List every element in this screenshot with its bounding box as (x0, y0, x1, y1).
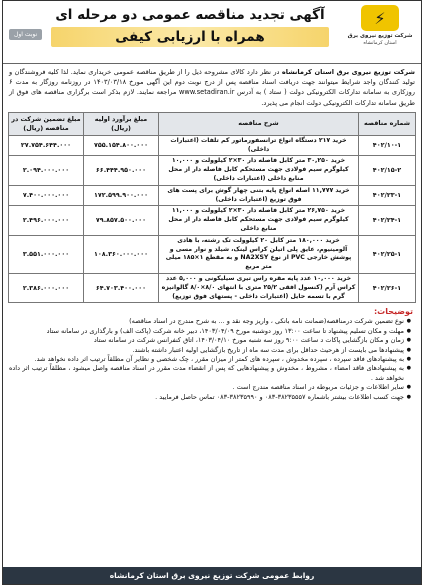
tender-number: ۴۰۲/۲۶-۱ (359, 273, 416, 302)
power-icon: ⚡ (361, 5, 399, 31)
list-item: ● به پیشنهادهای فاقد سپرده ، سپرده مخدوش ، سپرده های کمتر از میزان مقرر ، چک شخصی و نظایر آن مطلقاً ترتیب اثر داده نخواهد شد. (9, 355, 411, 364)
tender-number: ۴۰۲/۲۴-۱ (359, 206, 416, 235)
turn-badge: نوبت اول (9, 29, 42, 40)
tender-description: خرید ۱۱,۷۷۷ اصله انواع پایه بتنی چهار گوش برای پست های فوق توزیع (اعتبارات داخلی) (159, 185, 359, 206)
tender-advertisement (2, 0, 422, 585)
header-number: شماره مناقصه (359, 112, 416, 135)
page-subtitle: همراه با ارزیابی کیفی (51, 27, 329, 47)
tender-number: ۴۰۲/۱۰-۱ (359, 135, 416, 156)
table-row (9, 235, 416, 273)
tender-description: خرید ۲۶,۷۵۰ متر کابل فاصله دار ۳۰×۲ کیلوولت و ۱۱,۰۰۰ کیلوگرم سیم فولادی جهت مستحکم کابل فاصله دار از محل منابع داخلی (159, 206, 359, 235)
intro-text: در نظر دارد کالای مشروحه ذیل را از طریق مناقصه عمومی خریداری نماید. لذا کلیه فروشندگان و تولید کنندگان واجد شرایط میتوانند جهت دریافت اسناد مناقصه پس از درج نوبت دوم این آگهی مورخ ۱۴۰۳/۰۳/۱۸ در روزنامه روزگار به مدت ۶ روزکاری به سامانه تدارکات الکترونیکی دولت ( ستاد ) به آدرس www.setadiran.ir مراجعه نمایند. لازم بذکر است برگزاری مناقصه های فوق از طریق سامانه تدارکات الکترونیکی دولت انجام می پذیرد. (9, 68, 415, 107)
tender-table (8, 112, 416, 304)
table-header-row (9, 112, 416, 135)
tender-description: خرید ۱۰,۰۰۰ عدد پایه مقره راس تیری سیلیکونی و ۵,۰۰۰ عدد کراس آرم (کنسول افقی ۲۵/۲ متری با انتهای ۸/۰×۸/۰ گالوانیزه گرم با تسمه حایل (اعتبارات داخلی - پستهای فوق توزیع) (159, 273, 359, 302)
table-row (9, 156, 416, 185)
tender-guarantee: ۲.۴۹۶.۰۰۰.۰۰۰ (9, 206, 84, 235)
tender-guarantee: ۲.۳۸۶.۰۰۰.۰۰۰ (9, 273, 84, 302)
tender-number: ۴۰۲/۱۵-۲ (359, 156, 416, 185)
table-row (9, 135, 416, 156)
tender-guarantee: ۳.۵۵۱.۰۰۰.۰۰۰ (9, 235, 84, 273)
list-item: ● مهلت و مکان تسلیم پیشنهاد تا ساعت ۱۳:۰۰ روز دوشنبه مورخ ۱۴۰۳/۰۴/۰۹، دبیر خانه شرکت (پاکت الف) و بارگذاری در سامانه ستاد (9, 327, 411, 336)
tender-estimate: ۱۰۸.۳۶۰.۰۰۰.۰۰۰ (84, 235, 159, 273)
logo-sub: استان کرمانشاه (363, 39, 397, 46)
intro-paragraph (3, 64, 421, 110)
tender-description: خرید ۲۱۷ دستگاه انواع ترانسفورماتور کم تلفات (اعتبارات داخلی) (159, 135, 359, 156)
logo-name: شرکت توزیع نیروی برق (347, 33, 413, 39)
tender-estimate: ۶۴.۷۰۳.۴۰۰.۰۰۰ (84, 273, 159, 302)
tender-guarantee: ۲۷.۷۵۴.۶۴۴.۰۰۰ (9, 135, 84, 156)
table-row (9, 185, 416, 206)
list-item: ● نوع تضمین شرکت درمناقصه(ضمانت نامه بانکی ، واریز وجه نقد و ... به شرح مندرج در اسناد مناقصه) (9, 317, 411, 326)
list-item: ● پیشنهادها می بایست از هرحیث حداقل برای مدت سه ماه از تاریخ بازگشایی اولیه اعتبار داشته باشند. (9, 346, 411, 355)
list-item: ● سایر اطلاعات و جزئیات مربوطه در اسناد مناقصه مندرج است . (9, 383, 411, 392)
tender-guarantee: ۲.۰۹۴.۰۰۰.۰۰۰ (9, 156, 84, 185)
table-row (9, 273, 416, 302)
company-logo (345, 5, 415, 59)
tender-description: خرید ۳۰,۲۵۰ متر کابل فاصله دار ۳۰×۲ کیلوولت و ۱۰,۰۰۰ کیلوگرم سیم فولادی جهت مستحکم کابل فاصله دار از محل منابع داخلی (اعتبارات داخلی) (159, 156, 359, 185)
list-item: ● جهت کسب اطلاعات بیشتر باشماره ۳۸۲۳۵۵۵۷-۰۸۳ و ۳۸۲۳۵۹۹۰-۰۸۳ تماس حاصل فرمایید . (9, 393, 411, 402)
tender-guarantee: ۷.۴۰۰.۰۰۰.۰۰۰ (9, 185, 84, 206)
ad-header (3, 1, 421, 64)
tender-description: خرید ۱۸۰,۰۰۰ متر کابل ۲۰ کیلوولت تک رشته، با هادی آلومینیوم، عایق پلی اتیلن کراس لینک، شیلد و نوار مسی و پوشش خارجی PVC از نوع NA2XSY و به مقطع ۱×۱۸۵ میلی متر مربع (159, 235, 359, 273)
list-item: ● زمان و مکان بازگشایی پاکات د ساعت ۹:۰۰ روز سه شنبه مورخ ۱۴۰۳/۰۴/۱۰، اتاق کنفرانس شرکت در سامانه ستاد (9, 336, 411, 345)
notes-list (3, 317, 421, 402)
header-guarantee: مبلغ تضمین شرکت در مناقصه (ریال) (9, 112, 84, 135)
tender-number: ۴۰۲/۲۵-۱ (359, 235, 416, 273)
tender-number: ۴۰۲/۲۳-۱ (359, 185, 416, 206)
footer-banner: روابط عمومی شرکت توزیع نیروی برق استان کرمانشاه (3, 567, 421, 584)
intro-company: شرکت توزیع نیروی برق استان کرمانشاه (281, 68, 415, 76)
table-row (9, 206, 416, 235)
tender-estimate: ۷۵۵.۱۵۴.۸۰۰.۰۰۰ (84, 135, 159, 156)
header-estimate: مبلغ برآورد اولیه (ریال) (84, 112, 159, 135)
header-description: شرح مناقصه (159, 112, 359, 135)
tender-estimate: ۱۷۲.۵۹۹.۹۰۰.۰۰۰ (84, 185, 159, 206)
tender-estimate: ۷۹.۸۵۷.۵۰۰.۰۰۰ (84, 206, 159, 235)
title-banner (51, 5, 329, 47)
list-item: ● به پیشنهادهای فاقد امضاء ، مشروط ، مخدوش و پیشنهادهایی که پس از انقضاء مدت مقرر در اسناد مناقصه واصل میشود ، مطلقاً ترتیب اثر داده نخواهد شد . (9, 364, 411, 383)
page-title: آگهی تجدید مناقصه عمومی دو مرحله ای (55, 7, 325, 23)
notes-title: توضیحات: (373, 307, 413, 317)
tender-estimate: ۶۶.۴۴۴.۹۵۰.۰۰۰ (84, 156, 159, 185)
